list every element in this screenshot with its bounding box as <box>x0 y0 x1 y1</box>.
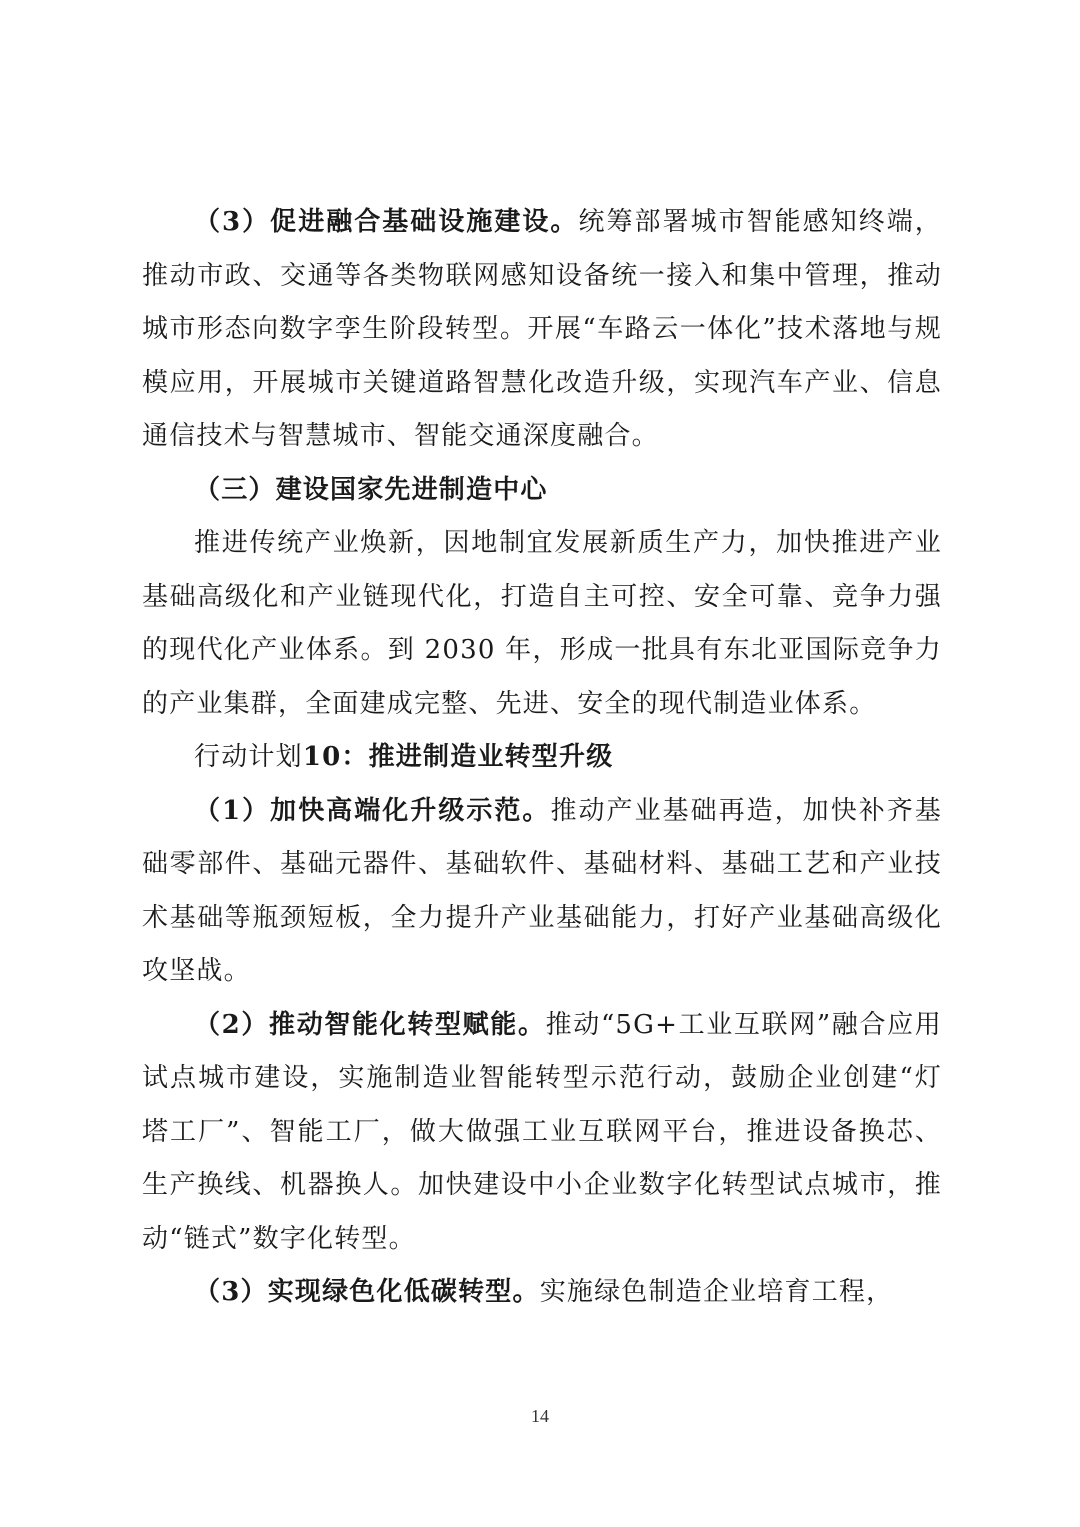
action-plan-title: 10：推进制造业转型升级 <box>302 742 614 772</box>
paragraph-lead: （2）推动智能化转型赋能。 <box>194 1009 546 1040</box>
paragraph-text: 统筹部署城市智能感知终端，推动市政、交通等各类物联网感知设备统一接入和集中管理，推动城市形态向数字孪生阶段转型。开展“车路云一体化”技术落地与规模应用，开展城市关键道路智慧化改造升级，实现汽车产业、信息通信技术与智慧城市、智能交通深度融合。 <box>142 207 942 451</box>
action-plan-label: 行动计划 <box>194 742 303 772</box>
document-body <box>142 196 942 1320</box>
paragraph-lead: （3）促进融合基础设施建设。 <box>194 207 579 237</box>
paragraph-intro <box>142 517 942 731</box>
page-number: 14 <box>531 1406 549 1426</box>
section-heading: （三）建设国家先进制造中心 <box>194 474 548 505</box>
paragraph-text: 推动产业基础再造，加快补齐基础零部件、基础元器件、基础软件、基础材料、基础工艺和产业技术基础等瓶颈短板，全力提升产业基础能力，打好产业基础高级化攻坚战。 <box>142 795 942 986</box>
paragraph-text: 推进传统产业焕新，因地制宜发展新质生产力，加快推进产业基础高级化和产业链现代化，打造自主可控、安全可靠、竞争力强的现代化产业体系。到 2030 年，形成一批具有东北亚国际竞争力的产业集群，全面建成完整、先进、安全的现代制造业体系。 <box>142 528 942 719</box>
paragraph-text: 推动“5G+工业互联网”融合应用试点城市建设，实施制造业智能转型示范行动，鼓励企业创建“灯塔工厂”、智能工厂，做大做强工业互联网平台，推进设备换芯、生产换线、机器换人。加快建设中小企业数字化转型试点城市，推动“链式”数字化转型。 <box>142 1009 942 1254</box>
paragraph-lead: （1）加快高端化升级示范。 <box>194 795 551 826</box>
paragraph-lead: （3）实现绿色化低碳转型。 <box>194 1277 540 1307</box>
paragraph-text: 实施绿色制造企业培育工程， <box>539 1277 894 1307</box>
paragraph-green <box>142 1266 942 1320</box>
paragraph-high-end <box>142 785 942 999</box>
action-plan-heading <box>142 731 942 785</box>
paragraph-infrastructure <box>142 196 942 464</box>
paragraph-intelligent <box>142 999 942 1267</box>
